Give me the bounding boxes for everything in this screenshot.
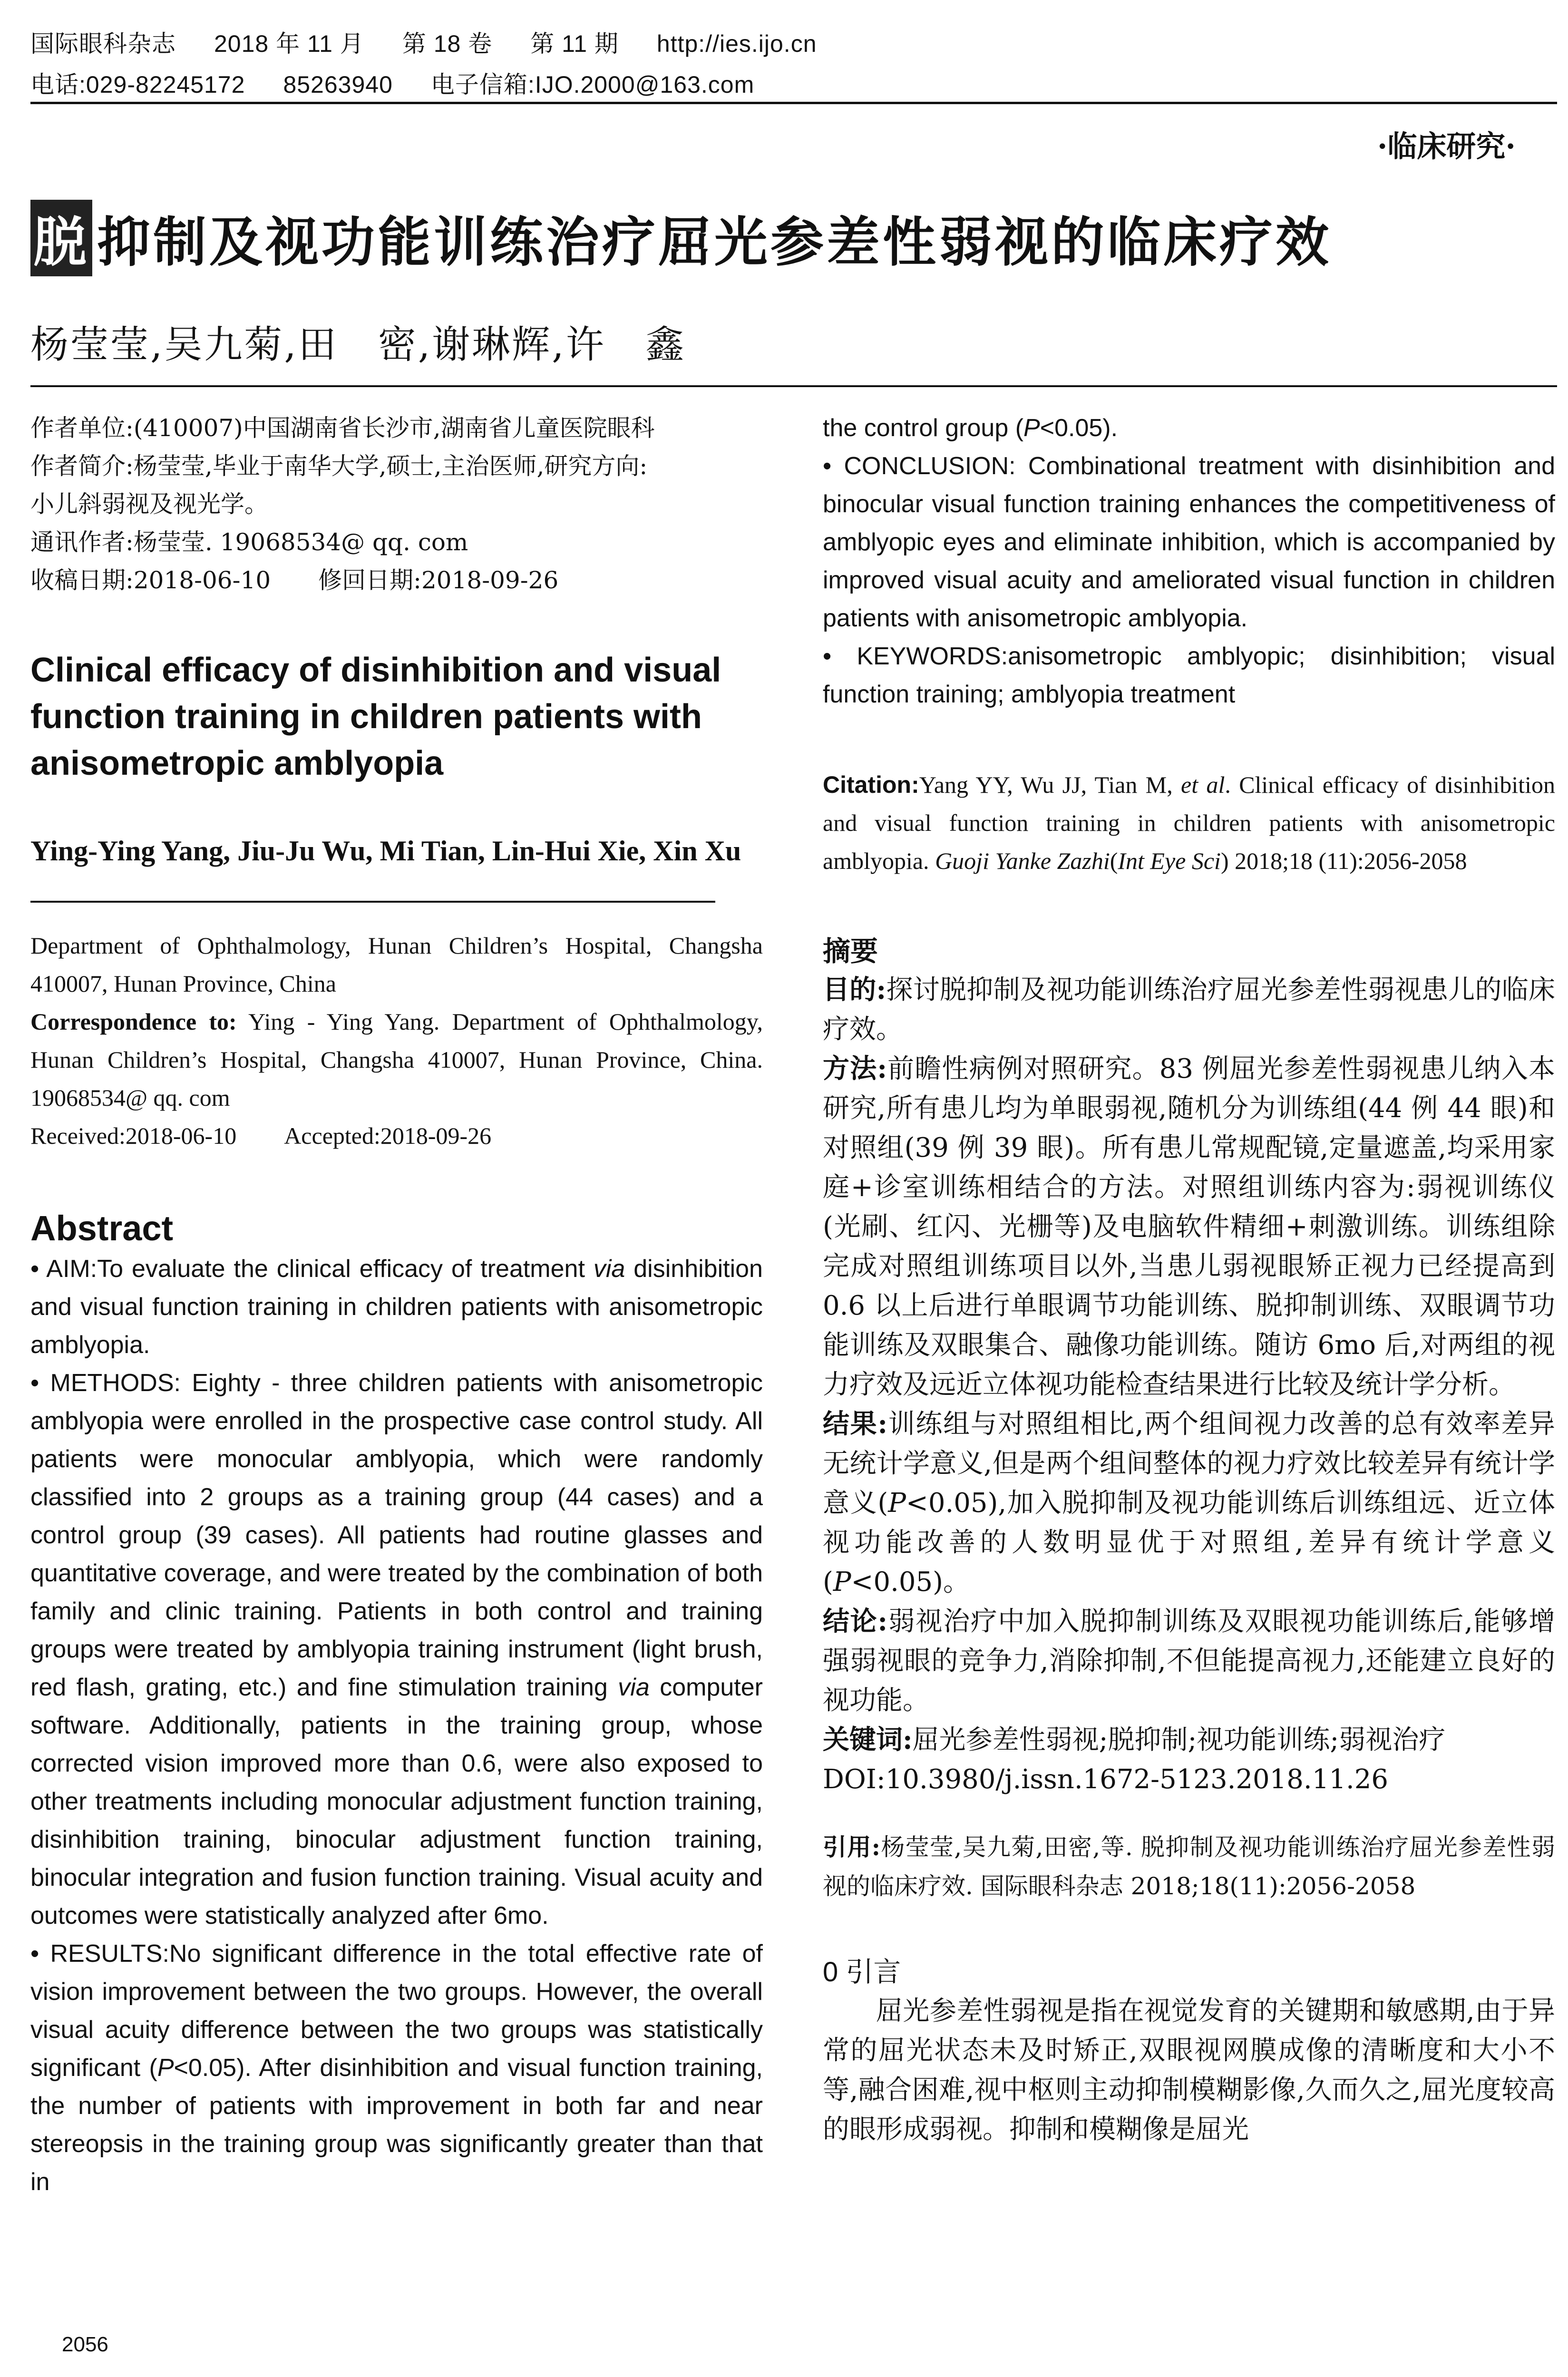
journal-header-line-1 xyxy=(30,25,855,59)
doi[interactable]: DOI:10.3980/j.issn.1672-5123.2018.11.26 xyxy=(823,1764,1389,1795)
chinese-title xyxy=(30,200,1332,276)
introduction-paragraph: 屈光参差性弱视是指在视觉发育的关键期和敏感期,由于异常的屈光状态未及时矫正,双眼视网膜成像的清晰度和大小不等,融合困难,视中枢则主动抑制模糊影像,久而久之,屈光度较高的眼形成弱视。抑制和模糊像是屈光 xyxy=(823,1996,1555,2145)
chinese-authors: 杨莹莹,吴九菊,田 密,谢琳辉,许 鑫 xyxy=(30,322,686,367)
title-rest: 抑制及视功能训练治疗屈光参差性弱视的临床疗效 xyxy=(97,211,1332,273)
left-column xyxy=(30,409,763,2201)
abstract-keywords: • KEYWORDS:anisometropic amblyopic; disinhibition; visual function training; amblyopia treatment xyxy=(823,643,1555,708)
right-column xyxy=(823,409,1555,2149)
author-bio-cn-2: 小儿斜弱视及视光学。 xyxy=(30,490,268,518)
citation-cn: 引用:杨莹莹,吴九菊,田密,等. 脱抑制及视功能训练治疗屈光参差性弱视的临床疗效. 国际眼科杂志 2018;18(11):2056-2058 xyxy=(823,1833,1555,1900)
abstract-methods: • METHODS: Eighty - three children patients with anisometropic amblyopia were enrolled in the prospective case control study. All patients were monocular amblyopia, which were randomly classified into 2 groups as a training group (44 cases) and a control group (39 cases). All patients had routine glasses and quantitative coverage, and were treated by the combination of both family and clinic training. Patients in both control and training groups were treated by amblyopia training instrument (light brush, red flash, grating, etc.) and fine stimulation training via computer software. Additionally, patients in the training group, whose corrected vision improved more than 0.6, were also exposed to other treatments including monocular adjustment function training, disinhibition training, binocular adjustment function training, binocular integration and fusion function training. Visual acuity and outcomes were statistically analyzed after 6mo. xyxy=(30,1369,763,1929)
cn-results: 结果:训练组与对照组相比,两个组间视力改善的总有效率差异无统计学意义,但是两个组间整体的视力疗效比较差异有统计学意义(P<0.05),加入脱抑制及视功能训练后训练组远、近立体视功能改善的人数明显优于对照组,差异有统计学意义(P<0.05)。 xyxy=(823,1408,1555,1598)
affiliation-block xyxy=(30,926,763,1155)
author-bio-cn: 作者简介:杨莹莹,毕业于南华大学,硕士,主治医师,研究方向: xyxy=(30,452,648,480)
citation-en: Citation:Yang YY, Wu JJ, Tian M, et al. Clinical efficacy of disinhibition and visual function training in children patients with anisometropic amblyopia. Guoji Yanke Zazhi(Int Eye Sci) 2018;18 (11):2056-2058 xyxy=(823,771,1555,874)
abstract-conclusion: • CONCLUSION: Combinational treatment with disinhibition and binocular visual function training enhances the competitiveness of amblyopic eyes and eliminate inhibition, which is accompanied by improved visual acuity and ameliorated visual function in children patients with anisometropic amblyopia. xyxy=(823,452,1555,632)
page-number: 2056 xyxy=(62,2333,108,2356)
affiliation: Department of Ophthalmology, Hunan Children’s Hospital, Changsha 410007, Hunan Province, China xyxy=(30,932,763,997)
author-meta xyxy=(30,409,763,599)
english-authors: Ying-Ying Yang, Jiu-Ju Wu, Mi Tian, Lin-Hui Xie, Xin Xu xyxy=(30,835,741,867)
cn-aim: 目的:探讨脱抑制及视功能训练治疗屈光参差性弱视患儿的临床疗效。 xyxy=(823,974,1556,1045)
received-accepted: Received:2018-06-10 Accepted:2018-09-26 xyxy=(30,1122,492,1149)
introduction-heading: 0 引言 xyxy=(823,1957,901,1987)
phone-1: 电话:029-82245172 xyxy=(30,71,245,98)
journal-email[interactable]: 电子信箱:IJO.2000@163.com xyxy=(430,71,755,98)
abstract-heading: Abstract xyxy=(30,1208,174,1248)
author-rule xyxy=(30,901,715,903)
issue: 第 11 期 xyxy=(530,30,619,57)
journal-url[interactable]: http://ies.ijo.cn xyxy=(656,30,817,57)
abstract-body xyxy=(30,1250,763,2201)
cn-abstract-heading: 摘要 xyxy=(823,935,878,967)
cn-abstract-body xyxy=(823,970,1555,1799)
cn-conclusion: 结论:弱视治疗中加入脱抑制训练及双眼视功能训练后,能够增强弱视眼的竞争力,消除抑制,不但能提高视力,还能建立良好的视功能。 xyxy=(823,1606,1555,1716)
abstract-body-continued xyxy=(823,409,1555,713)
english-title: Clinical efficacy of disinhibition and visual function training in children patients with anisometropic amblyopia xyxy=(30,651,721,782)
corresponding-author-cn: 通讯作者:杨莹莹. 19068534@ qq. com xyxy=(30,528,468,556)
author-affiliation-cn: 作者单位:(410007)中国湖南省长沙市,湖南省儿童医院眼科 xyxy=(30,414,655,442)
cn-keywords: 关键词:屈光参差性弱视;脱抑制;视功能训练;弱视治疗 xyxy=(823,1724,1446,1755)
abstract-results: • RESULTS:No significant difference in the total effective rate of vision improvement between the two groups. However, the overall visual acuity difference between the two groups was statistically significant (P<0.05). After disinhibition and visual function training, the number of patients with improvement in both far and near stereopsis in the training group was significantly greater than that in xyxy=(30,1940,763,2196)
volume: 第 18 卷 xyxy=(402,30,493,57)
issue-date: 2018 年 11 月 xyxy=(214,30,364,57)
dates-cn: 收稿日期:2018-06-10 修回日期:2018-09-26 xyxy=(30,566,559,594)
cn-methods: 方法:前瞻性病例对照研究。83 例屈光参差性弱视患儿纳入本研究,所有患儿均为单眼弱视,随机分为训练组(44 例 44 眼)和对照组(39 例 39 眼)。所有患儿常规配镜,定量遮盖,均采用家庭+诊室训练相结合的方法。对照组训练内容为:弱视训练仪(光刷、红闪、光栅等)及电脑软件精细+刺激训练。训练组除完成对照组训练项目以外,当患儿弱视眼矫正视力已经提高到 0.6 以上后进行单眼调节功能训练、脱抑制训练、双眼调节功能训练及双眼集合、融像功能训练。随访 6mo 后,对两组的视力疗效及远近立体视功能检查结果进行比较及统计学分析。 xyxy=(823,1053,1555,1400)
title-rule xyxy=(30,385,1557,387)
phone-2: 85263940 xyxy=(283,71,393,98)
section-label: ·临床研究· xyxy=(1377,129,1516,164)
journal-name: 国际眼科杂志 xyxy=(30,30,176,57)
abstract-aim: • AIM:To evaluate the clinical efficacy of treatment via disinhibition and visual function training in children patients with anisometropic amblyopia. xyxy=(30,1255,763,1359)
journal-header-line-2 xyxy=(30,66,792,100)
correspondence-label: Correspondence to: xyxy=(30,1008,237,1035)
abstract-results-end: the control group (P<0.05). xyxy=(823,414,1118,442)
correspondence-text: Ying - Ying Yang. Department of Ophthalmology, Hunan Children’s Hospital, Changsha 410007, Hunan Province, China. 19068534@ qq. com xyxy=(30,1008,763,1111)
correspondence xyxy=(30,1003,763,1117)
header-rule xyxy=(30,102,1557,104)
title-first-char: 脱 xyxy=(30,200,92,276)
